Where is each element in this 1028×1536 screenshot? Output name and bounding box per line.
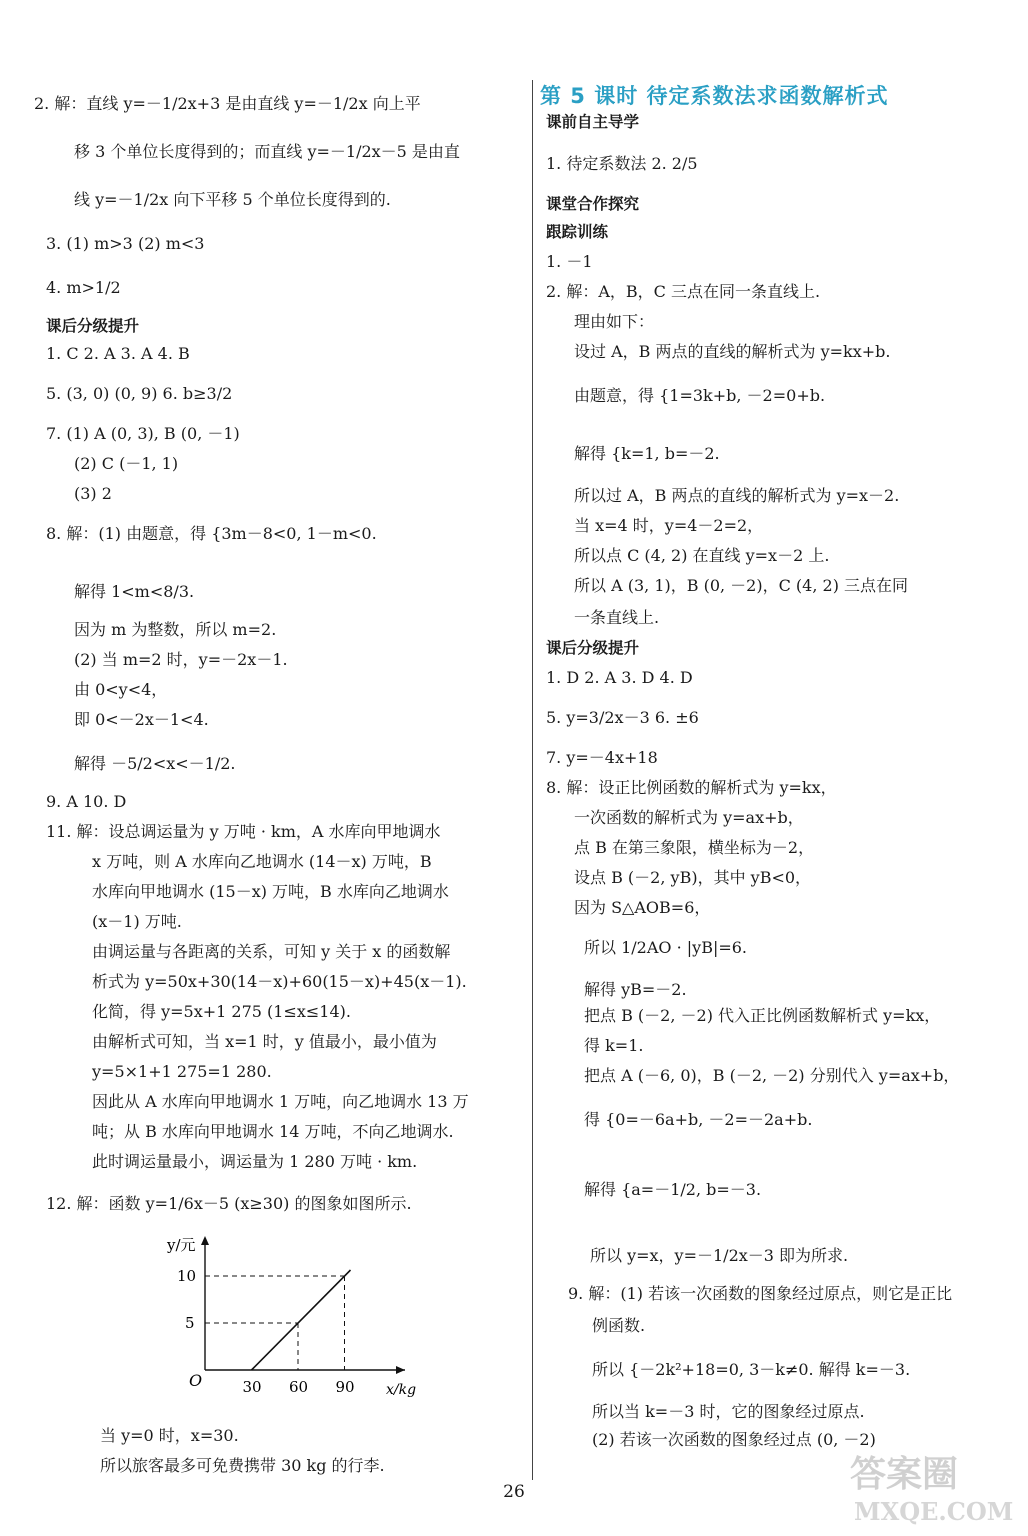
page-number: 26 [503,1482,525,1502]
answer-line: 解得 －5/2<x<－1/2. [74,754,236,773]
answer-line: 2. 解：直线 y=－1/2x+3 是由直线 y=－1/2x 向上平 [34,94,421,113]
answer-line: 此时调运量最小，调运量为 1 280 万吨 · km. [92,1152,418,1171]
answer-line: 设过 A，B 两点的直线的解析式为 y=kx+b. [574,342,891,361]
origin-label: O [189,1371,203,1390]
section-heading: 课堂合作探究 [546,195,640,213]
section-heading: 跟踪训练 [546,223,609,241]
answer-line: 解得 {k=1, b=－2. [574,444,720,463]
answer-line: 解得 1<m<8/3. [74,582,195,601]
answer-line: 2. 解：A，B，C 三点在同一条直线上. [546,282,821,301]
y-axis-arrow [201,1236,209,1245]
answer-line: (2) 当 m=2 时，y=－2x－1. [74,650,288,669]
answer-line: 设点 B (－2, yB)，其中 yB<0， [574,868,812,887]
answer-line: 解得 yB=－2. [584,980,687,999]
answer-line: 3. (1) m>3 (2) m<3 [46,234,205,253]
watermark-logo [842,1440,1022,1530]
answer-line: 当 x=4 时，y=4－2=2， [574,516,764,535]
answer-line: 9. A 10. D [46,792,127,811]
answer-line: 4. m>1/2 [46,278,121,297]
answer-line: (2) C (－1, 1) [74,454,179,473]
answer-line: 所以旅客最多可免费携带 30 kg 的行李. [100,1456,385,1475]
lesson-title: 第 5 课时 待定系数法求函数解析式 [540,84,889,108]
answer-line: 9. 解：(1) 若该一次函数的图象经过原点，则它是正比 [568,1284,953,1303]
x-axis-label: x/kg [386,1382,417,1398]
answer-line: 8. 解：设正比例函数的解析式为 y=kx， [546,778,837,797]
answer-line: 5. (3, 0) (0, 9) 6. b≥3/2 [46,384,233,403]
answer-line: 所以点 C (4, 2) 在直线 y=x－2 上. [574,546,830,565]
answer-line: (x－1) 万吨. [92,912,182,931]
answer-line: 理由如下： [574,312,655,331]
section-heading: 课后分级提升 [546,639,640,657]
answer-line: 化简，得 y=5x+1 275 (1≤x≤14). [92,1002,351,1021]
x-tick-label: 60 [289,1378,309,1396]
answer-line: 吨；从 B 水库向甲地调水 14 万吨，不向乙地调水. [92,1122,454,1141]
answer-line: 因为 m 为整数，所以 m=2. [74,620,277,639]
answer-line: 所以当 k=－3 时，它的图象经过原点. [592,1402,865,1421]
answer-line: 得 {0=－6a+b, －2=－2a+b. [584,1110,813,1129]
answer-line: 一条直线上. [574,608,660,627]
svg-text:MXQE.COM: MXQE.COM [854,1497,1014,1526]
answer-line: 例函数. [592,1316,646,1335]
answer-line: (2) 若该一次函数的图象经过点 (0, －2) [592,1430,876,1449]
answer-line: 把点 B (－2, －2) 代入正比例函数解析式 y=kx， [584,1006,941,1025]
y-tick-label: 10 [177,1267,197,1285]
section-heading: 课前自主导学 [546,113,640,131]
answer-line: 把点 A (－6, 0)，B (－2, －2) 分别代入 y=ax+b， [584,1066,960,1085]
svg-text:答案圈: 答案圈 [850,1453,959,1495]
answer-line: (3) 2 [74,484,112,503]
x-axis-arrow [396,1366,405,1374]
answer-line: 所以 y=x，y=－1/2x－3 即为所求. [590,1246,849,1265]
y-tick-label: 5 [185,1314,195,1332]
answer-line: 所以 A (3, 1)，B (0, －2)，C (4, 2) 三点在同 [574,576,909,595]
answer-line: 1. C 2. A 3. A 4. B [46,344,190,363]
function-line [252,1270,351,1370]
answer-line: 7. (1) A (0, 3), B (0, －1) [46,424,240,443]
answer-line: 1. －1 [546,252,593,271]
answer-line: x 万吨，则 A 水库向乙地调水 (14－x) 万吨，B [92,852,432,871]
answer-line: 所以 {－2k²+18=0, 3－k≠0. 解得 k=－3. [592,1360,911,1379]
answer-line: 移 3 个单位长度得到的；而直线 y=－1/2x－5 是由直 [74,142,460,161]
answer-line: 12. 解：函数 y=1/6x－5 (x≥30) 的图象如图所示. [46,1194,412,1213]
section-heading: 课后分级提升 [46,317,140,335]
answer-line: 1. 待定系数法 2. 2/5 [546,154,698,173]
answer-line: 所以 1/2AO · |yB|=6. [584,938,748,957]
answer-line: 析式为 y=50x+30(14－x)+60(15－x)+45(x－1). [92,972,467,991]
answer-line: 解得 {a=－1/2, b=－3. [584,1180,762,1199]
answer-line: 由解析式可知，当 x=1 时，y 值最小，最小值为 [92,1032,437,1051]
answer-line: 因为 S△AOB=6， [574,898,711,917]
answer-line: 得 k=1. [584,1036,644,1055]
x-tick-label: 30 [242,1378,262,1396]
answer-line: 11. 解：设总调运量为 y 万吨 · km，A 水库向甲地调水 [46,822,441,841]
answer-line: 由 0<y<4， [74,680,168,699]
answer-line: 一次函数的解析式为 y=ax+b， [574,808,804,827]
answer-line: 因此从 A 水库向甲地调水 1 万吨，向乙地调水 13 万 [92,1092,469,1111]
answer-line: 水库向甲地调水 (15－x) 万吨，B 水库向乙地调水 [92,882,449,901]
y-axis-label: y/元 [167,1236,196,1254]
answer-line: 5. y=3/2x－3 6. ±6 [546,708,699,727]
answer-line: 点 B 在第三象限，横坐标为－2， [574,838,815,857]
answer-line: 即 0<－2x－1<4. [74,710,209,729]
function-graph [150,1228,430,1403]
answer-line: 由题意，得 {1=3k+b, －2=0+b. [574,386,826,405]
answer-line: 8. 解：(1) 由题意，得 {3m－8<0, 1－m<0. [46,524,377,543]
x-tick-label: 90 [335,1378,355,1396]
answer-line: 由调运量与各距离的关系，可知 y 关于 x 的函数解 [92,942,451,961]
answer-line: 1. D 2. A 3. D 4. D [546,668,693,687]
answer-line: 线 y=－1/2x 向下平移 5 个单位长度得到的. [74,190,391,209]
answer-line: 所以过 A，B 两点的直线的解析式为 y=x－2. [574,486,900,505]
column-divider [532,80,533,1480]
answer-line: y=5×1+1 275=1 280. [92,1062,272,1081]
answer-line: 当 y=0 时，x=30. [100,1426,239,1445]
answer-line: 7. y=－4x+18 [546,748,658,767]
